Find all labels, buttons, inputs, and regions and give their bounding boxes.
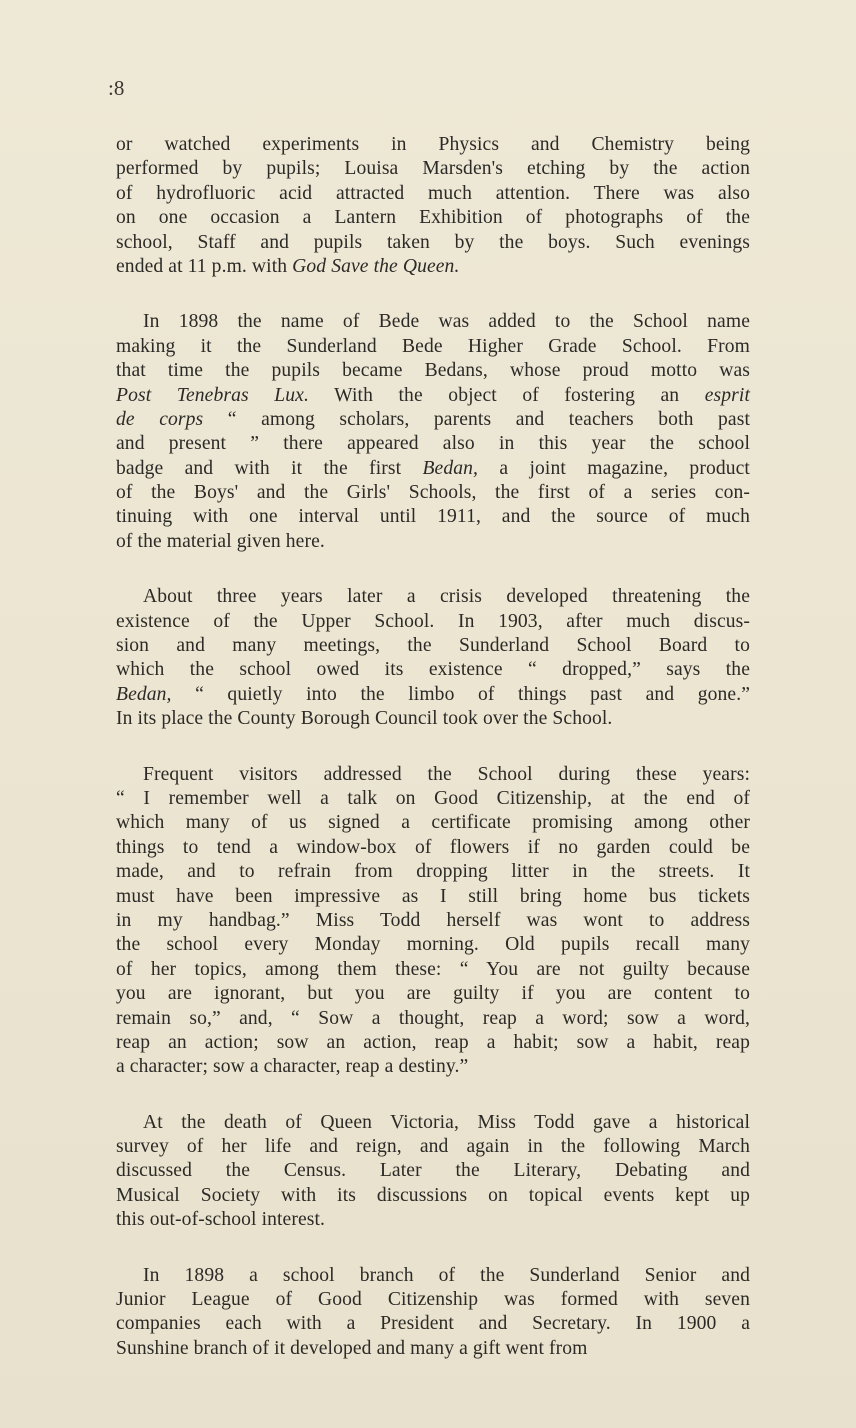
text-run: “ among scholars, parents and teachers both past <box>203 408 750 430</box>
text-run: badge and with it the first <box>116 457 423 479</box>
text-line <box>116 1055 750 1079</box>
italic-text-run: de corps <box>116 408 204 430</box>
text-run: making it the Sunderland Bede Higher Grade School. From <box>116 335 750 357</box>
text-line <box>116 310 750 334</box>
text-line <box>116 585 750 609</box>
text-run: About three years later a crisis developed threatening the <box>143 586 750 608</box>
text-line <box>116 530 750 554</box>
text-run: Sunshine branch of it developed and many a gift went from <box>116 1337 588 1359</box>
text-line <box>116 634 750 658</box>
text-run: school, Staff and pupils taken by the boys. Such evenings <box>116 231 750 253</box>
paragraph <box>116 763 750 1080</box>
text-run: of the Boys' and the Girls' Schools, the first of a series con- <box>116 482 750 504</box>
text-line <box>116 206 750 230</box>
text-run: Junior League of Good Citizenship was formed with seven <box>116 1289 750 1311</box>
paragraph <box>116 1264 750 1362</box>
text-line <box>116 1031 750 1055</box>
text-run: remain so,” and, “ Sow a thought, reap a word; sow a word, <box>116 1007 750 1029</box>
text-run: which the school owed its existence “ dropped,” says the <box>116 659 750 681</box>
text-line <box>116 157 750 181</box>
text-line <box>116 1159 750 1183</box>
text-line <box>116 885 750 909</box>
text-run: reap an action; sow an action, reap a habit; sow a habit, reap <box>116 1031 750 1053</box>
text-line <box>116 787 750 811</box>
text-run: Frequent visitors addressed the School during these years: <box>143 763 750 785</box>
paragraph <box>116 1111 750 1233</box>
text-run: tinuing with one interval until 1911, and the source of much <box>116 506 750 528</box>
italic-text-run: Bedan, <box>422 457 479 479</box>
text-run: must have been impressive as I still bring home bus tickets <box>116 885 750 907</box>
italic-text-run: God Save the Queen. <box>292 255 460 277</box>
text-run: of her topics, among them these: “ You are not guilty because <box>116 958 750 980</box>
text-run: ended at 11 p.m. with <box>116 255 293 277</box>
text-line <box>116 658 750 682</box>
text-line <box>116 457 750 481</box>
text-run: of hydrofluoric acid attracted much attention. There was also <box>116 182 750 204</box>
text-line <box>116 481 750 505</box>
paragraph <box>116 133 750 279</box>
text-run: which many of us signed a certificate promising among other <box>116 812 750 834</box>
text-line <box>116 610 750 634</box>
text-line <box>116 505 750 529</box>
page-number: :8 <box>108 76 125 100</box>
text-line <box>116 359 750 383</box>
italic-text-run: Post Tenebras Lux. <box>116 384 309 406</box>
text-line <box>116 255 750 279</box>
text-run: of the material given here. <box>116 530 325 552</box>
text-run: discussed the Census. Later the Literary, Debating and <box>116 1160 750 1182</box>
text-line <box>116 1184 750 1208</box>
text-run: you are ignorant, but you are guilty if you are content to <box>116 983 750 1005</box>
text-run: that time the pupils became Bedans, whose proud motto was <box>116 360 750 382</box>
text-run: sion and many meetings, the Sunderland School Board to <box>116 635 750 657</box>
text-line <box>116 432 750 456</box>
text-line <box>116 1264 750 1288</box>
text-run: In 1898 a school branch of the Sunderland Senior and <box>143 1264 750 1286</box>
paragraph <box>116 310 750 554</box>
text-run: survey of her life and reign, and again in the following March <box>116 1136 750 1158</box>
text-run: With the object of fostering an <box>308 384 705 406</box>
text-run: “ quietly into the limbo of things past and gone.” <box>171 683 750 705</box>
text-line <box>116 1007 750 1031</box>
text-run: the school every Monday morning. Old pupils recall many <box>116 934 750 956</box>
text-run: In 1898 the name of Bede was added to the School name <box>143 311 750 333</box>
italic-text-run: Bedan, <box>116 683 172 705</box>
text-run: companies each with a President and Secretary. In 1900 a <box>116 1313 750 1335</box>
text-line <box>116 836 750 860</box>
text-run: In its place the County Borough Council took over the School. <box>116 708 613 730</box>
text-run: things to tend a window-box of flowers if no garden could be <box>116 836 750 858</box>
text-run: and present ” there appeared also in this year the school <box>116 433 750 455</box>
text-line <box>116 933 750 957</box>
text-run: this out-of-school interest. <box>116 1209 326 1231</box>
text-line <box>116 335 750 359</box>
text-line <box>116 1288 750 1312</box>
text-run: a character; sow a character, reap a destiny.” <box>116 1056 469 1078</box>
text-run: in my handbag.” Miss Todd herself was wont to address <box>116 909 750 931</box>
text-run: Musical Society with its discussions on topical events kept up <box>116 1184 750 1206</box>
text-run: on one occasion a Lantern Exhibition of photographs of the <box>116 207 750 229</box>
paragraph <box>116 585 750 731</box>
text-run: a joint magazine, product <box>478 457 750 479</box>
text-line <box>116 1208 750 1232</box>
text-line <box>116 384 750 408</box>
text-run: “ I remember well a talk on Good Citizenship, at the end of <box>116 787 750 809</box>
text-line <box>116 408 750 432</box>
text-line <box>116 707 750 731</box>
text-line <box>116 763 750 787</box>
text-run: At the death of Queen Victoria, Miss Todd gave a historical <box>143 1111 750 1133</box>
text-line <box>116 1135 750 1159</box>
text-run: made, and to refrain from dropping litter in the streets. It <box>116 861 750 883</box>
text-line <box>116 982 750 1006</box>
italic-text-run: esprit <box>704 384 750 406</box>
text-run: or watched experiments in Physics and Chemistry being <box>116 134 750 155</box>
text-line <box>116 860 750 884</box>
text-run: performed by pupils; Louisa Marsden's etching by the action <box>116 158 750 180</box>
text-line <box>116 231 750 255</box>
text-line <box>116 811 750 835</box>
body-text <box>116 133 750 1392</box>
text-line <box>116 683 750 707</box>
text-line <box>116 958 750 982</box>
text-line <box>116 1312 750 1336</box>
text-line <box>116 909 750 933</box>
text-line <box>116 1337 750 1361</box>
text-line <box>116 1111 750 1135</box>
text-line <box>116 133 750 157</box>
text-run: existence of the Upper School. In 1903, after much discus- <box>116 610 750 632</box>
text-line <box>116 182 750 206</box>
